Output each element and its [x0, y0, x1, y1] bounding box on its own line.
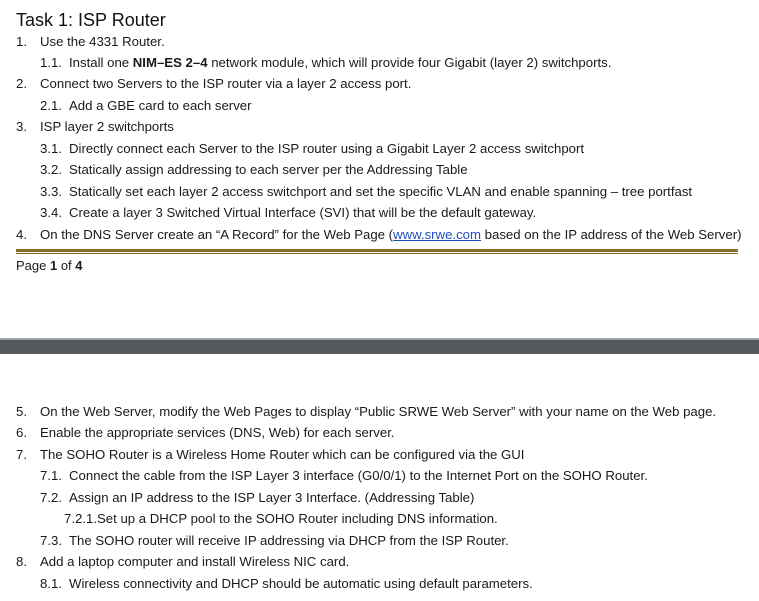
footer-divider [16, 249, 738, 252]
task-title: Task 1: ISP Router [16, 10, 166, 30]
list-text: Connect two Servers to the ISP router via a layer 2 access port. [40, 76, 412, 91]
list-text-tail: based on the IP address of the Web Server) [481, 227, 742, 242]
list-item-4 [16, 227, 742, 243]
list-text: Directly connect each Server to the ISP router using a Gigabit Layer 2 access switchport [69, 141, 585, 156]
list-item-5 [16, 404, 716, 420]
current-page-number: 1 [49, 258, 58, 273]
list-number: 2.1. [40, 98, 62, 113]
total-pages: 4 [75, 258, 83, 273]
list-item-7-3 [40, 533, 509, 549]
list-item-3-4 [40, 205, 536, 221]
list-item-7 [16, 447, 524, 463]
list-text-tail: network module, which will provide four Gigabit (layer 2) switchports. [207, 55, 612, 70]
list-item-7-1 [40, 468, 648, 484]
module-name: NIM–ES 2–4 [132, 55, 208, 70]
list-text: ISP layer 2 switchports [40, 119, 174, 134]
list-number: 1. [16, 34, 27, 49]
web-page-link[interactable]: www.srwe.com [393, 227, 481, 242]
list-text: Install one [69, 55, 133, 70]
list-item-3-1 [40, 141, 584, 157]
list-item-3 [16, 119, 174, 135]
list-item-8 [16, 554, 349, 570]
list-text: On the Web Server, modify the Web Pages to display “Public SRWE Web Server” with your name on the Web page. [40, 404, 717, 419]
list-number: 7.1. [40, 468, 62, 483]
list-text: Add a laptop computer and install Wireless NIC card. [40, 554, 350, 569]
list-item-1-1 [40, 55, 611, 71]
list-text: Add a GBE card to each server [69, 98, 252, 113]
list-text: Connect the cable from the ISP Layer 3 interface (G0/0/1) to the Internet Port on the SOHO Router. [69, 468, 648, 483]
footer-divider-thin [16, 253, 738, 254]
list-text: Enable the appropriate services (DNS, Web) for each server. [40, 425, 395, 440]
list-item-7-2-1 [64, 511, 498, 527]
list-text: Assign an IP address to the ISP Layer 3 Interface. (Addressing Table) [69, 490, 475, 505]
page-footer [16, 258, 83, 274]
list-number: 7.2.1. [64, 511, 97, 526]
list-item-3-2 [40, 162, 468, 178]
list-number: 3.1. [40, 141, 62, 156]
list-number: 3.3. [40, 184, 62, 199]
list-text: Statically assign addressing to each server per the Addressing Table [69, 162, 468, 177]
list-text: Set up a DHCP pool to the SOHO Router including DNS information. [97, 511, 498, 526]
list-text: On the DNS Server create an “A Record” for the Web Page ( [40, 227, 394, 242]
list-number: 7. [16, 447, 27, 462]
list-number: 3.2. [40, 162, 62, 177]
list-text: Wireless connectivity and DHCP should be automatic using default parameters. [69, 576, 533, 591]
footer-mid: of [57, 258, 76, 273]
list-number: 2. [16, 76, 27, 91]
list-number: 3.4. [40, 205, 62, 220]
list-item-3-3 [40, 184, 692, 200]
page-separator [0, 340, 759, 354]
list-item-1 [16, 34, 165, 50]
list-item-2-1 [40, 98, 252, 114]
list-text: Create a layer 3 Switched Virtual Interface (SVI) that will be the default gateway. [69, 205, 537, 220]
list-number: 1.1. [40, 55, 62, 70]
list-number: 3. [16, 119, 27, 134]
list-text: The SOHO router will receive IP addressing via DHCP from the ISP Router. [69, 533, 509, 548]
list-text: The SOHO Router is a Wireless Home Router which can be configured via the GUI [40, 447, 525, 462]
list-item-7-2 [40, 490, 474, 506]
list-item-8-1 [40, 576, 533, 592]
list-number: 7.2. [40, 490, 62, 505]
list-number: 5. [16, 404, 27, 419]
list-text: Use the 4331 Router. [40, 34, 165, 49]
list-item-6 [16, 425, 395, 441]
list-number: 4. [16, 227, 27, 242]
list-item-2 [16, 76, 411, 92]
list-number: 6. [16, 425, 27, 440]
footer-prefix: Page [16, 258, 50, 273]
list-number: 8. [16, 554, 27, 569]
list-number: 7.3. [40, 533, 62, 548]
document-page-1 [0, 0, 759, 300]
list-number: 8.1. [40, 576, 62, 591]
list-text: Statically set each layer 2 access switchport and set the specific VLAN and enable spanning – tree portfast [69, 184, 693, 199]
